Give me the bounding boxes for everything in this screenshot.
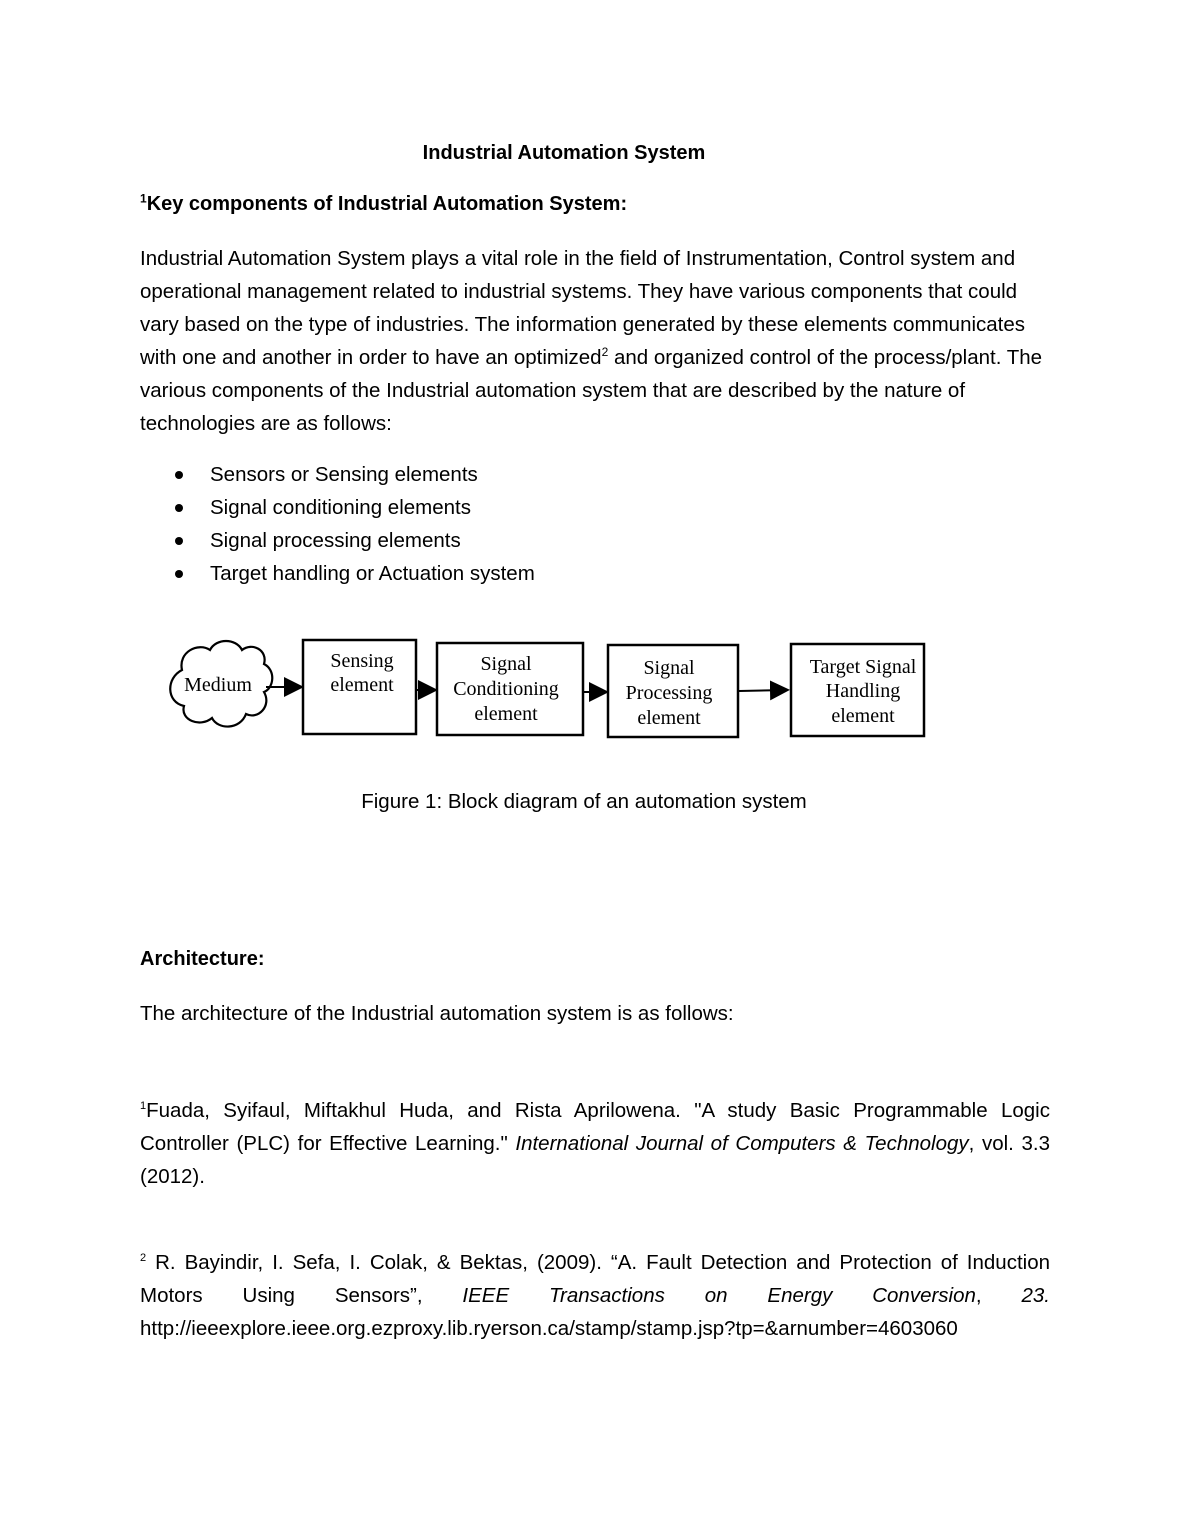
components-list [170,458,535,590]
footnote-2-journal: IEEE Transactions on Energy Conversion [462,1284,976,1307]
footnote-1 [140,1094,1050,1193]
sensing-label-line1: Sensing [330,650,394,672]
list-item: Signal processing elements [170,524,535,557]
conditioning-block [437,643,583,735]
footnote-1-text-a: Fuada, Syifaul, Miftakhul Huda, and Rista Aprilowena. "A study Basic Programmable Logic Controller (PLC) for Effective Learning." [140,1099,1050,1155]
target-label-line1: Target Signal [809,656,917,678]
footnote-2-marker: 2 [140,1252,147,1265]
intro-text-part2: and organized control of the process/plant. The various components of the Industrial automation system that are described by the nature of technologies are as follows: [140,346,1043,435]
footnote-2-volume: 23. [1021,1284,1050,1307]
processing-label-line2: Processing [625,682,713,704]
list-item: Sensors or Sensing elements [170,458,535,491]
target-block [791,644,924,736]
target-label-line3: element [831,705,895,727]
bullet-icon [175,504,183,512]
document-title: Industrial Automation System [422,142,706,164]
target-label-line2: Handling [825,680,901,702]
footnote-1-marker: 1 [140,1100,147,1113]
sensing-label-line2: element [330,674,394,696]
conditioning-label-line2: Conditioning [453,678,559,700]
processing-label-line3: element [637,707,701,729]
footnote-1-text-b: , vol. 3.3 (2012). [140,1132,1050,1188]
footnote-1-journal: International Journal of Computers & Technology [515,1132,969,1155]
section-key-components-heading [140,193,1050,216]
footnote-ref-1[interactable]: 1 [140,191,147,206]
footnote-2 [140,1246,1050,1345]
bullet-icon [175,471,183,479]
medium-cloud [170,641,272,727]
footnote-ref-2[interactable]: 2 [601,345,609,360]
processing-label-line1: Signal [643,657,695,679]
block-diagram [160,630,940,750]
conditioning-label-line3: element [474,703,538,725]
footnote-2-url[interactable]: http://ieeexplore.ieee.org.ezproxy.lib.ryerson.ca/stamp/stamp.jsp?tp=&arnumber=4603060 [140,1317,958,1340]
bullet-icon [175,537,183,545]
architecture-text: The architecture of the Industrial automation system is as follows: [140,1002,734,1025]
conditioning-label-line1: Signal [480,653,532,675]
architecture-paragraph [140,997,1050,1030]
bullet-icon [175,570,183,578]
footnote-2-text-a: R. Bayindir, I. Sefa, I. Colak, & Bektas, (2009). “A. Fault Detection and Protection of Induction Motors Using Sensors”, [140,1251,1050,1307]
intro-paragraph [140,242,1050,440]
medium-label: Medium [184,674,252,696]
processing-block [608,645,738,737]
arrow-processing-target [739,690,786,691]
intro-text-part1: Industrial Automation System plays a vital role in the field of Instrumentation, Control system and operational management related to industrial systems. They have various components that could vary based on the type of industries. The information generated by these elements communicates with one and another in order to have an optimized [140,247,1026,369]
footnote-2-text-b: , [975,1284,1022,1307]
list-item: Target handling or Actuation system [170,557,535,590]
figure-caption: Figure 1: Block diagram of an automation system [361,790,807,813]
list-item: Signal conditioning elements [170,491,535,524]
section-heading: Architecture: [140,948,265,970]
sensing-block [303,640,416,734]
section-heading: Key components of Industrial Automation System: [146,193,628,215]
section-architecture-heading [140,948,1050,971]
